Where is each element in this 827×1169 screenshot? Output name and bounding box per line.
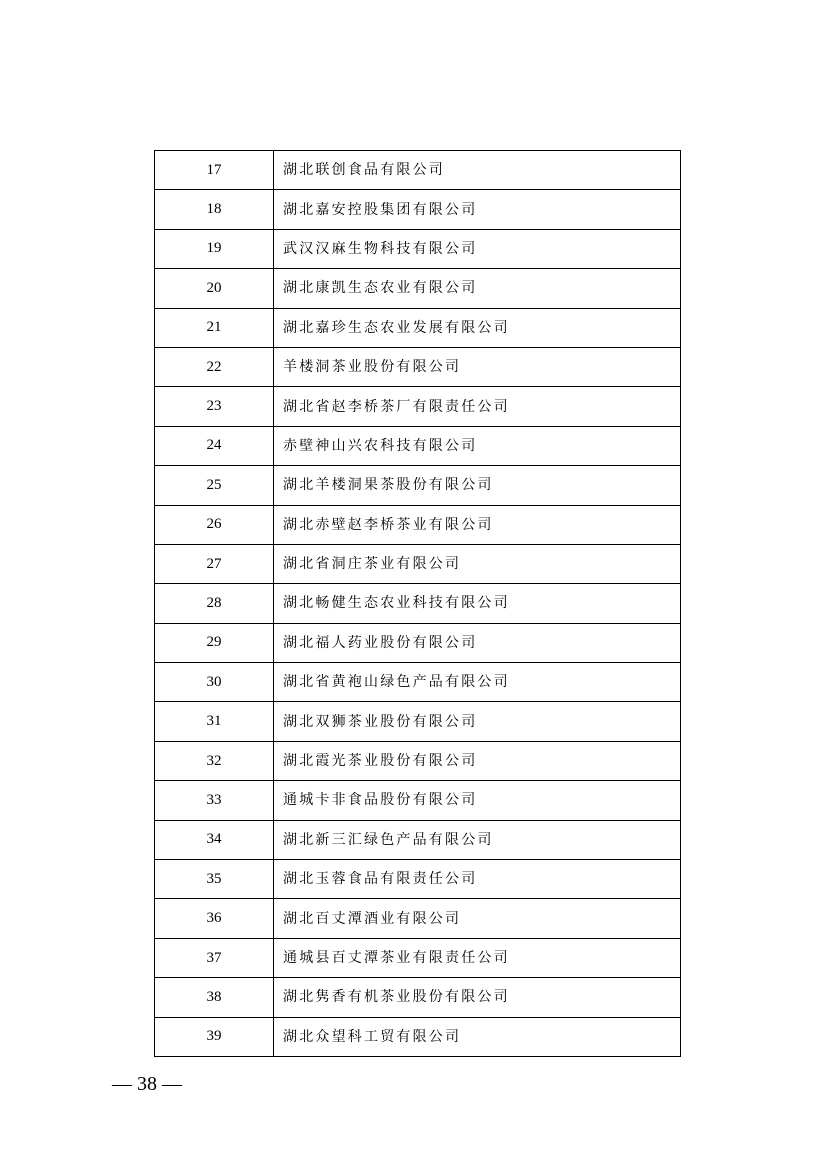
row-number: 24: [155, 426, 274, 465]
table-row: [155, 190, 681, 229]
row-number: 39: [155, 1017, 274, 1056]
company-name: 湖北联创食品有限公司: [274, 151, 681, 190]
table-row: [155, 741, 681, 780]
row-number: 20: [155, 269, 274, 308]
company-name: 湖北康凯生态农业有限公司: [274, 269, 681, 308]
row-number: 19: [155, 229, 274, 268]
company-name: 武汉汉麻生物科技有限公司: [274, 229, 681, 268]
table-row: [155, 466, 681, 505]
company-name: 羊楼洞茶业股份有限公司: [274, 347, 681, 386]
company-name: 湖北嘉珍生态农业发展有限公司: [274, 308, 681, 347]
table-row: [155, 308, 681, 347]
table-row: [155, 663, 681, 702]
table-row: [155, 426, 681, 465]
table-row: [155, 544, 681, 583]
row-number: 17: [155, 151, 274, 190]
row-number: 33: [155, 781, 274, 820]
company-name: 湖北赤壁赵李桥茶业有限公司: [274, 505, 681, 544]
company-name: 湖北玉蓉食品有限责任公司: [274, 860, 681, 899]
table-row: [155, 781, 681, 820]
row-number: 25: [155, 466, 274, 505]
row-number: 27: [155, 544, 274, 583]
company-name: 湖北福人药业股份有限公司: [274, 623, 681, 662]
table-row: [155, 347, 681, 386]
table-row: [155, 584, 681, 623]
page-number: — 38 —: [112, 1073, 182, 1095]
company-name: 湖北百丈潭酒业有限公司: [274, 899, 681, 938]
company-name: 湖北省黄袍山绿色产品有限公司: [274, 663, 681, 702]
company-name: 湖北省洞庄茶业有限公司: [274, 544, 681, 583]
company-name: 通城卡非食品股份有限公司: [274, 781, 681, 820]
table-row: [155, 505, 681, 544]
row-number: 29: [155, 623, 274, 662]
row-number: 22: [155, 347, 274, 386]
company-table: [154, 150, 681, 1057]
row-number: 21: [155, 308, 274, 347]
company-table-body: [155, 151, 681, 1057]
row-number: 26: [155, 505, 274, 544]
company-name: 湖北霞光茶业股份有限公司: [274, 741, 681, 780]
table-row: [155, 702, 681, 741]
company-name: 湖北省赵李桥茶厂有限责任公司: [274, 387, 681, 426]
company-name: 湖北隽香有机茶业股份有限公司: [274, 978, 681, 1017]
company-name: 通城县百丈潭茶业有限责任公司: [274, 938, 681, 977]
table-row: [155, 387, 681, 426]
company-name: 赤壁神山兴农科技有限公司: [274, 426, 681, 465]
company-name: 湖北羊楼洞果茶股份有限公司: [274, 466, 681, 505]
row-number: 18: [155, 190, 274, 229]
row-number: 31: [155, 702, 274, 741]
row-number: 37: [155, 938, 274, 977]
table-row: [155, 1017, 681, 1056]
company-name: 湖北众望科工贸有限公司: [274, 1017, 681, 1056]
row-number: 30: [155, 663, 274, 702]
row-number: 34: [155, 820, 274, 859]
table-row: [155, 938, 681, 977]
table-row: [155, 978, 681, 1017]
row-number: 36: [155, 899, 274, 938]
company-name: 湖北畅健生态农业科技有限公司: [274, 584, 681, 623]
table-row: [155, 151, 681, 190]
company-name: 湖北嘉安控股集团有限公司: [274, 190, 681, 229]
row-number: 32: [155, 741, 274, 780]
company-name: 湖北双狮茶业股份有限公司: [274, 702, 681, 741]
company-name: 湖北新三汇绿色产品有限公司: [274, 820, 681, 859]
table-row: [155, 623, 681, 662]
table-row: [155, 229, 681, 268]
table-row: [155, 820, 681, 859]
row-number: 35: [155, 860, 274, 899]
row-number: 23: [155, 387, 274, 426]
table-row: [155, 899, 681, 938]
row-number: 38: [155, 978, 274, 1017]
table-row: [155, 860, 681, 899]
table-row: [155, 269, 681, 308]
row-number: 28: [155, 584, 274, 623]
